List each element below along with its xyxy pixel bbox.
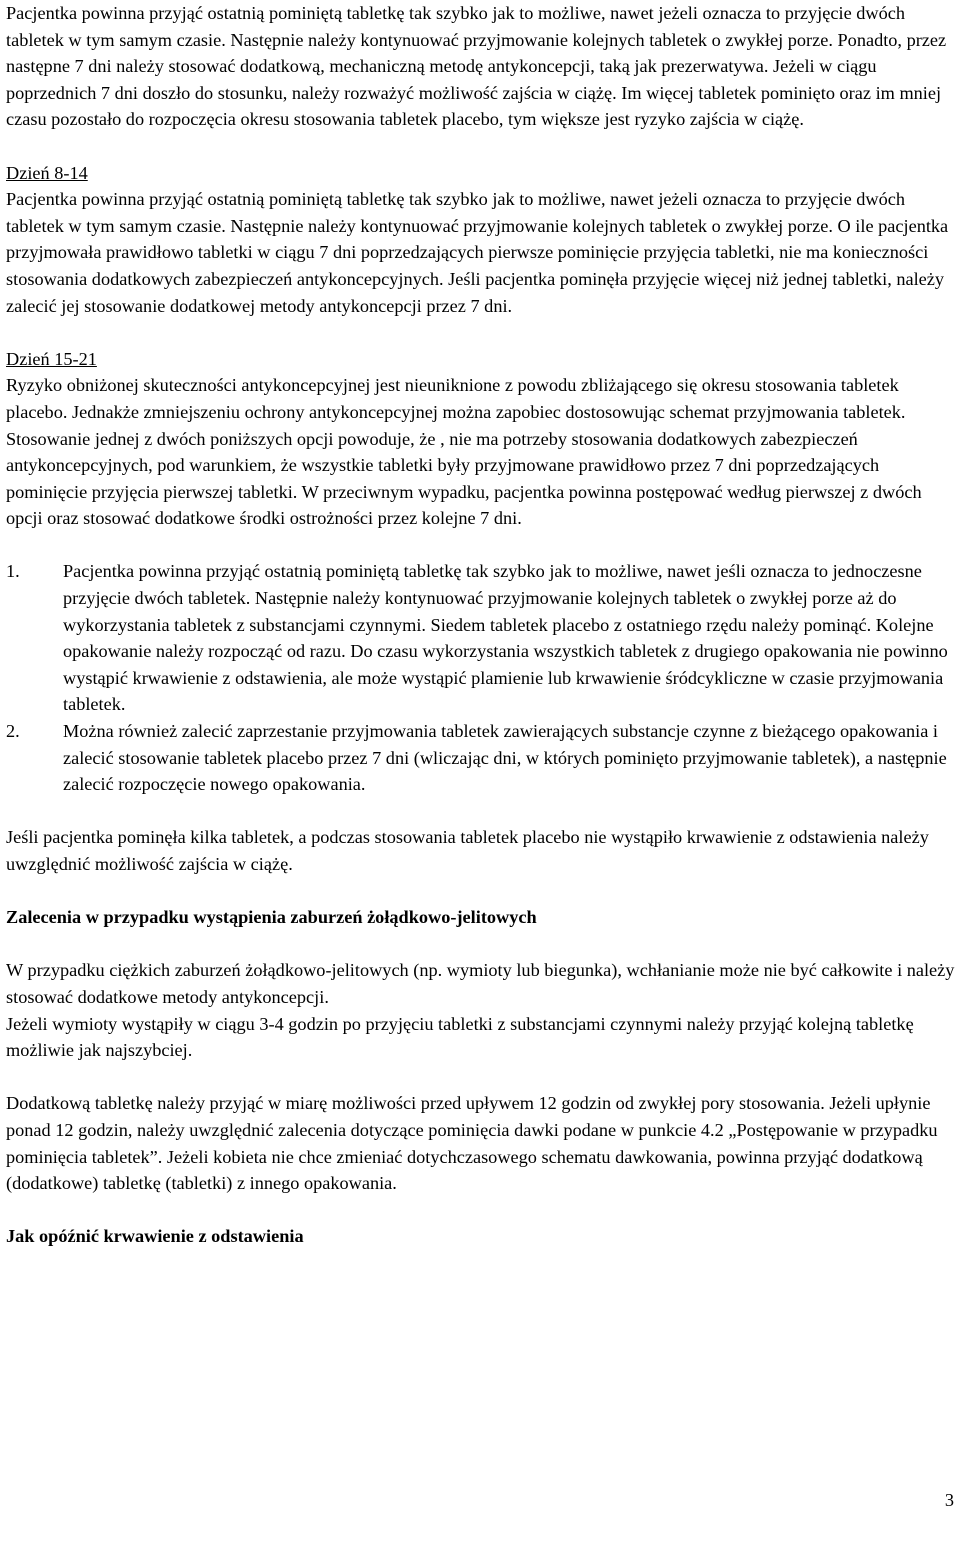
gi-text-2: Jeżeli wymioty wystąpiły w ciągu 3-4 godzin po przyjęciu tabletki z substancjami czynnymi należy przyjąć kolejną tabletkę możliwie jak najszybciej. bbox=[6, 1013, 914, 1061]
gi-text-1: W przypadku ciężkich zaburzeń żołądkowo-jelitowych (np. wymioty lub biegunka), wchłanianie może nie być całkowite i należy stosować dodatkowe metody antykoncepcji. bbox=[6, 960, 955, 1007]
option-text: Można również zalecić zaprzestanie przyjmowania tabletek zawierających substancje czynne z bieżącego opakowania i zalecić stosowanie tabletek placebo przez 7 dni (wliczając dni, w których pominięto przyjmowanie tabletek), a następnie zalecić rozpoczęcie nowego opakowania. bbox=[63, 721, 947, 795]
document-page bbox=[6, 0, 956, 1250]
day-15-21-text-2: Stosowanie jednej z dwóch poniższych opcji powoduje, że , nie ma potrzeby stosowania dodatkowych zabezpieczeń antykoncepcyjnych, pod warunkiem, że wszystkie tabletki były przyjmowane prawidłowo przez 7 dni poprzedzających pominięcie przyjęcia pierwszej tabletki. W przeciwnym wypadku, pacjentka powinna postępować według pierwszej z dwóch opcji oraz stosować dodatkowe środki ostrożności przez kolejne 7 dni. bbox=[6, 428, 922, 529]
several-missed-paragraph: Jeśli pacjentka pominęła kilka tabletek, a podczas stosowania tabletek placebo nie wystąpiło krwawienie z odstawienia należy uwzględnić możliwość zajścia w ciążę. bbox=[6, 827, 929, 874]
delay-bleeding-heading: Jak opóźnić krwawienie z odstawienia bbox=[6, 1226, 304, 1247]
gi-text-3: Dodatkową tabletkę należy przyjąć w miarę możliwości przed upływem 12 godzin od zwykłej pory stosowania. Jeżeli upłynie ponad 12 godzin, należy uwzględnić zalecenia dotyczące pominięcia dawki podane w punkcie 4.2 „Postępowanie w przypadku pominięcia tabletek”. Jeżeli kobieta nie chce zmieniać dotychczasowego schematu dawkowania, powinna przyjąć dodatkową (dodatkowe) tabletkę (tabletki) z innego opakowania. bbox=[6, 1093, 938, 1194]
option-item bbox=[6, 718, 956, 798]
gi-heading: Zalecenia w przypadku wystąpienia zaburzeń żołądkowo-jelitowych bbox=[6, 907, 537, 928]
day-15-21-text-1: Ryzyko obniżonej skuteczności antykoncepcyjnej jest nieuniknione z powodu zbliżającego się okresu stosowania tabletek placebo. Jednakże zmniejszeniu ochrony antykoncepcyjnej można zapobiec dostosowując schemat przyjmowania tabletek. bbox=[6, 375, 906, 422]
section-day-8-14 bbox=[6, 160, 956, 320]
option-number: 2. bbox=[6, 721, 20, 742]
option-number: 1. bbox=[6, 561, 20, 582]
option-item bbox=[6, 558, 956, 718]
section-day-15-21 bbox=[6, 346, 956, 532]
missed-pill-paragraph: Pacjentka powinna przyjąć ostatnią pominiętą tabletkę tak szybko jak to możliwe, nawet jeżeli oznacza to przyjęcie dwóch tabletek w tym samym czasie. Następnie należy kontynuować przyjmowanie kolejnych tabletek o zwykłej porze. Ponadto, przez następne 7 dni należy stosować dodatkową, mechaniczną metodę antykoncepcji, taką jak prezerwatywa. Jeżeli w ciągu poprzednich 7 dni doszło do stosunku, należy rozważyć możliwość zajścia w ciążę. Im więcej tabletek pominięto oraz im mniej czasu pozostało do rozpoczęcia okresu stosowania tabletek placebo, tym większe jest ryzyko zajścia w ciążę. bbox=[6, 3, 947, 130]
day-15-21-heading: Dzień 15-21 bbox=[6, 348, 97, 369]
option-text: Pacjentka powinna przyjąć ostatnią pominiętą tabletkę tak szybko jak to możliwe, nawet jeśli oznacza to jednoczesne przyjęcie dwóch tabletek. Następnie należy kontynuować przyjmowanie kolejnych tabletek o zwykłej porze aż do wykorzystania tabletek z substancjami czynnymi. Siedem tabletek placebo z ostatniego rzędu należy pominąć. Kolejne opakowanie należy rozpocząć od razu. Do czasu wykorzystania wszystkich tabletek z drugiego opakowania nie powinno wystąpić krwawienie z odstawienia, ale może wystąpić plamienie lub krwawienie śródcykliczne w czasie przyjmowania tabletek. bbox=[63, 561, 948, 715]
section-gi-disorders bbox=[6, 904, 956, 1197]
options-list bbox=[6, 558, 956, 797]
page-number: 3 bbox=[944, 1490, 954, 1510]
day-8-14-heading: Dzień 8-14 bbox=[6, 162, 88, 183]
day-8-14-text: Pacjentka powinna przyjąć ostatnią pominiętą tabletkę tak szybko jak to możliwe, nawet jeżeli oznacza to przyjęcie dwóch tabletek w tym samym czasie. Następnie należy kontynuować przyjmowanie kolejnych tabletek o zwykłej porze. O ile pacjentka przyjmowała prawidłowo tabletki w ciągu 7 dni poprzedzających pierwsze pominięcie przyjęcia tabletki, nie ma konieczności stosowania dodatkowych zabezpieczeń antykoncepcyjnych. Jeśli pacjentka pominęła przyjęcie więcej niż jednej tabletki, należy zalecić jej stosowanie dodatkowej metody antykoncepcji przez 7 dni. bbox=[6, 189, 949, 316]
